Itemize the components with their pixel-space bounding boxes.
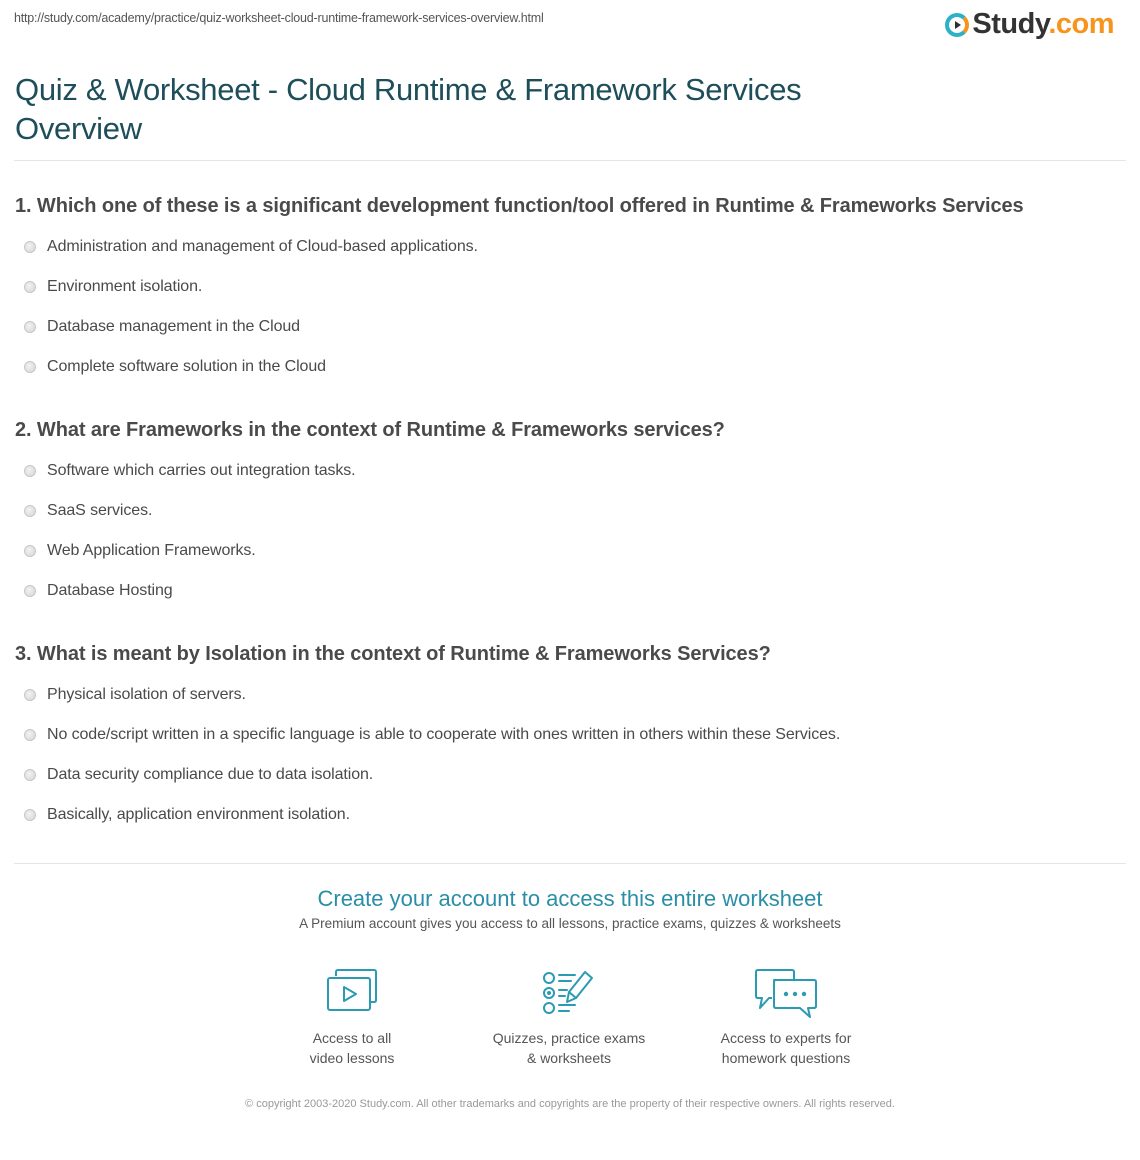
chat-bubbles-icon: [696, 968, 876, 1018]
play-logo-icon: [945, 13, 969, 37]
radio-icon[interactable]: [24, 321, 36, 333]
answer-label: Basically, application environment isolation.: [47, 806, 350, 823]
feature-label: Quizzes, practice exams & worksheets: [492, 1030, 646, 1066]
copyright-footer: © copyright 2003-2020 Study.com. All other trademarks and copyrights are the property of their respective owners. All rights reserved.: [245, 1098, 895, 1110]
radio-icon[interactable]: [24, 689, 36, 701]
answer-label: Administration and management of Cloud-based applications.: [47, 238, 478, 255]
cta-subtitle: A Premium account gives you access to all lessons, practice exams, quizzes & worksheets: [299, 916, 841, 931]
answer-list: [15, 675, 1125, 835]
feature-label: Access to all video lessons: [309, 1030, 395, 1066]
feature-quizzes: [479, 968, 659, 1068]
answer-label: Web Application Frameworks.: [47, 542, 256, 559]
radio-icon[interactable]: [24, 545, 36, 557]
answer-label: SaaS services.: [47, 502, 153, 519]
video-lessons-icon: [262, 968, 442, 1016]
answer-list: [15, 227, 1125, 387]
study-logo[interactable]: [945, 8, 1114, 41]
answer-label: Complete software solution in the Cloud: [47, 358, 326, 375]
answer-option[interactable]: [15, 795, 1125, 835]
feature-label: Access to experts for homework questions: [720, 1030, 852, 1066]
answer-label: No code/script written in a specific language is able to cooperate with ones written in others within these Services.: [47, 726, 841, 743]
question-1: [15, 193, 1125, 387]
radio-icon[interactable]: [24, 505, 36, 517]
question-text: 2. What are Frameworks in the context of Runtime & Frameworks services?: [15, 419, 725, 441]
radio-icon[interactable]: [24, 585, 36, 597]
page-title: Quiz & Worksheet - Cloud Runtime & Framework Services Overview: [15, 72, 802, 146]
radio-icon[interactable]: [24, 729, 36, 741]
answer-option[interactable]: [15, 715, 1125, 755]
radio-icon[interactable]: [24, 281, 36, 293]
cta-title-link[interactable]: Create your account to access this entire worksheet: [317, 886, 823, 911]
answer-option[interactable]: [15, 755, 1125, 795]
answer-label: Software which carries out integration tasks.: [47, 462, 356, 479]
answer-label: Database management in the Cloud: [47, 318, 300, 335]
question-2: [15, 417, 1125, 611]
answer-option[interactable]: [15, 267, 1125, 307]
divider: [14, 160, 1126, 161]
radio-icon[interactable]: [24, 361, 36, 373]
answer-option[interactable]: [15, 675, 1125, 715]
quiz-checklist-icon: [479, 968, 659, 1016]
answer-option[interactable]: [15, 347, 1125, 387]
question-3: [15, 641, 1125, 835]
question-text: 1. Which one of these is a significant development function/tool offered in Runtime & Frameworks Services: [15, 195, 1024, 217]
feature-experts: [696, 968, 876, 1068]
answer-list: [15, 451, 1125, 611]
divider: [14, 863, 1126, 864]
answer-option[interactable]: [15, 531, 1125, 571]
answer-label: Environment isolation.: [47, 278, 203, 295]
answer-label: Data security compliance due to data isolation.: [47, 766, 374, 783]
radio-icon[interactable]: [24, 241, 36, 253]
answer-option[interactable]: [15, 451, 1125, 491]
radio-icon[interactable]: [24, 809, 36, 821]
radio-icon[interactable]: [24, 465, 36, 477]
logo-text: Study.com: [972, 8, 1114, 40]
question-text: 3. What is meant by Isolation in the context of Runtime & Frameworks Services?: [15, 643, 771, 665]
answer-option[interactable]: [15, 307, 1125, 347]
radio-icon[interactable]: [24, 769, 36, 781]
signup-cta: [0, 884, 1140, 931]
answer-label: Physical isolation of servers.: [47, 686, 246, 703]
answer-option[interactable]: [15, 491, 1125, 531]
answer-option[interactable]: [15, 227, 1125, 267]
page-url: http://study.com/academy/practice/quiz-worksheet-cloud-runtime-framework-services-overview.html: [14, 11, 544, 25]
answer-option[interactable]: [15, 571, 1125, 611]
feature-video-lessons: [262, 968, 442, 1068]
answer-label: Database Hosting: [47, 582, 173, 599]
